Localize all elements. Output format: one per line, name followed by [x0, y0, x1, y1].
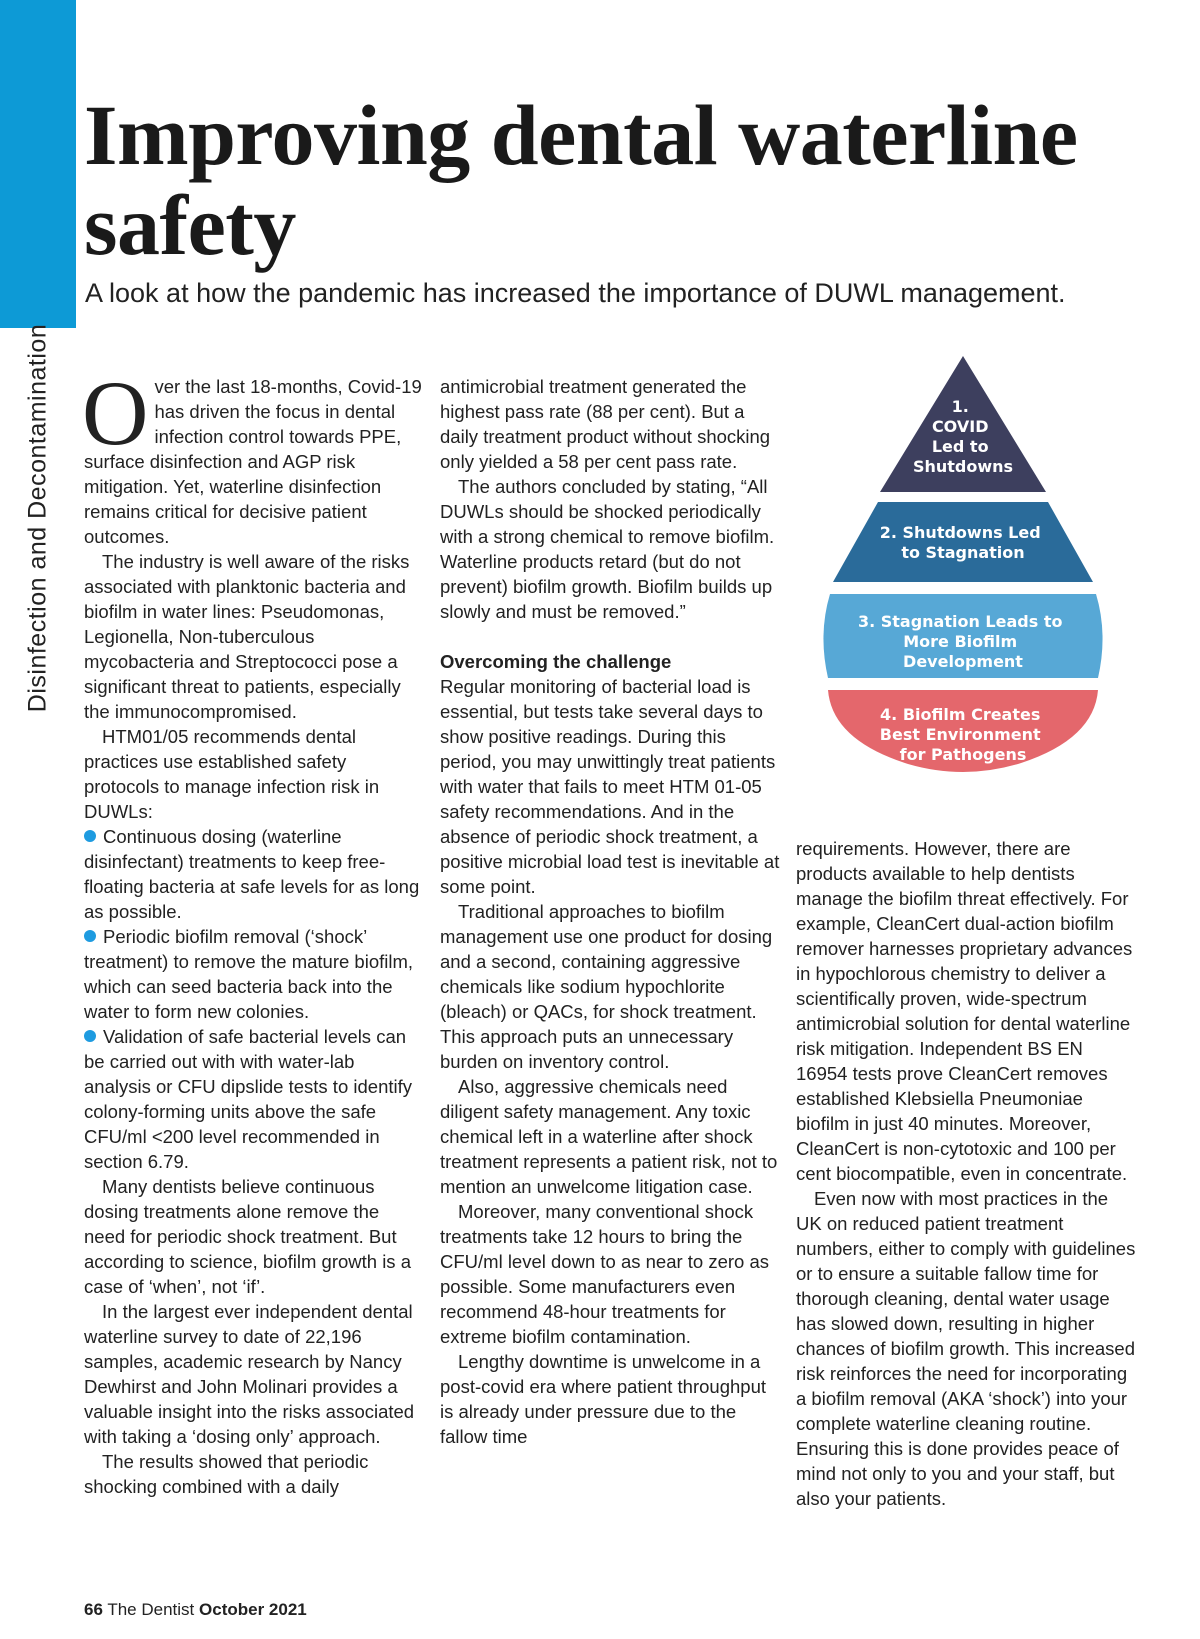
page-footer	[84, 1600, 307, 1620]
diagram-tier-1-line: Shutdowns	[912, 457, 1014, 476]
paragraph: The authors concluded by stating, “All DUWLs should be shocked periodically with a strong chemical to remove biofilm. Waterline products retard (but do not prevent) biofilm growth. Biofilm builds up slowly and must be removed.”	[440, 476, 775, 622]
standfirst: A look at how the pandemic has increased the importance of DUWL management.	[85, 278, 1066, 308]
diagram-tier-2-line: to Stagnation	[901, 543, 1025, 562]
diagram-tier-2-line: 2. Shutdowns Led	[879, 523, 1041, 542]
paragraph: Even now with most practices in the UK on reduced patient treatment numbers, either to comply with guidelines or to ensure a suitable fallow time for thorough cleaning, dental water usage has slowed down, resulting in higher chances of biofilm growth. This increased risk reinforces the need for incorporating a biofilm removal (AKA ‘shock’) into your complete waterline cleaning routine. Ensuring this is done provides peace of mind not only to you and your staff, but also your patients.	[796, 1188, 1136, 1509]
diagram-tier-1-line: 1.	[951, 397, 969, 416]
paragraph: Moreover, many conventional shock treatments take 12 hours to bring the CFU/ml level down to as near to zero as possible. Some manufacturers even recommend 48-hour treatments for extreme biofilm contamination.	[440, 1201, 770, 1347]
paragraph: requirements. However, there are products available to help dentists manage the biofilm threat effectively. For example, CleanCert dual-action biofilm remover harnesses proprietary advances in hypochlorous chemistry to deliver a scientifically proven, wide-spectrum antimicrobial solution for dental waterline risk mitigation. Independent BS EN 16954 tests prove CleanCert removes established Klebsiella Pneumoniae biofilm in just 40 minutes. Moreover, CleanCert is non-cytotoxic and 100 per cent biocompatible, even in concentrate.	[796, 838, 1133, 1184]
diagram-tier-4-line: 4. Biofilm Creates	[880, 705, 1041, 724]
publication-name: The Dentist	[107, 1600, 195, 1619]
paragraph: HTM01/05 recommends dental practices use established safety protocols to manage infection risk in DUWLs:	[84, 726, 380, 822]
bullet-icon	[84, 1030, 96, 1042]
paragraph: Lengthy downtime is unwelcome in a post-covid era where patient throughput is already under pressure due to the fallow time	[440, 1351, 767, 1447]
bullet-item: Validation of safe bacterial levels can be carried out with with water-lab analysis or CFU dipslide tests to identify colony-forming units above the safe CFU/ml <200 level recommended in section 6.79.	[84, 1026, 412, 1172]
bullet-item: Periodic biofilm removal (‘shock’ treatment) to remove the mature biofilm, which can seed bacteria back into the water to form new colonies.	[84, 926, 414, 1022]
article-column-3	[796, 836, 1136, 1511]
paragraph: The industry is well aware of the risks associated with planktonic bacteria and biofilm in water lines: Pseudomonas, Legionella, Non-tuberculous mycobacteria and Streptococci pose a significant threat to patients, especially the immunocompromised.	[84, 551, 410, 722]
section-label: Disinfection and Decontamination	[23, 323, 52, 713]
article-column-2	[440, 374, 780, 1449]
bullet-icon	[84, 930, 96, 942]
page-number: 66	[84, 1600, 103, 1619]
paragraph: Traditional approaches to biofilm management use one product for dosing and a second, containing aggressive chemicals like sodium hypochlorite (bleach) or QACs, for shock treatment. This approach puts an unnecessary burden on inventory control.	[440, 901, 773, 1072]
paragraph: The results showed that periodic shocking combined with a daily	[84, 1451, 369, 1497]
issue-date: October 2021	[199, 1600, 307, 1619]
paragraph: Regular monitoring of bacterial load is essential, but tests take several days to show positive readings. During this period, you may unwittingly treat patients with water that fails to meet HTM 01-05 safety recommendations. And in the absence of periodic shock treatment, a positive microbial load test is inevitable at some point.	[440, 676, 780, 897]
paragraph: Also, aggressive chemicals need diligent safety management. Any toxic chemical left in a waterline after shock treatment represents a patient risk, not to mention an unwelcome litigation case.	[440, 1076, 778, 1197]
diagram-tier-4-line: Best Environment	[879, 725, 1041, 744]
diagram-tier-3-line: More Biofilm	[903, 632, 1018, 651]
paragraph: Many dentists believe continuous dosing treatments alone remove the need for periodic shock treatment. But according to science, biofilm growth is a case of ‘when’, not ‘if’.	[84, 1176, 411, 1297]
bullet-item: Continuous dosing (waterline disinfectant) treatments to keep free-floating bacteria at safe levels for as long as possible.	[84, 826, 420, 922]
article-column-1	[82, 362, 424, 1499]
diagram-tier-1-line: COVID	[931, 417, 989, 436]
section-color-bar	[0, 0, 76, 328]
paragraph: antimicrobial treatment generated the highest pass rate (88 per cent). But a daily treatment product without shocking only yielded a 58 per cent pass rate.	[440, 376, 771, 472]
svg-text:2. Shutdowns Led to Stagna	[880, 523, 1047, 562]
waterline-risk-diagram	[818, 352, 1108, 782]
headline: Improving dental waterline safety	[84, 87, 1078, 273]
diagram-tier-1-line: Led to	[931, 437, 989, 456]
diagram-tier-3-line: 3. Stagnation Leads to	[857, 612, 1063, 631]
paragraph: ver the last 18-months, Covid-19 has driven the focus in dental infection control towards PPE, surface disinfection and AGP risk mitigation. Yet, waterline disinfection remains critical for decisive patient outcomes.	[84, 376, 422, 547]
paragraph: In the largest ever independent dental waterline survey to date of 22,196 samples, academic research by Nancy Dewhirst and John Molinari provides a valuable insight into the risks associated with taking a ‘dosing only’ approach.	[84, 1301, 415, 1447]
diagram-tier-2	[833, 502, 1093, 582]
subheading: Overcoming the challenge	[440, 651, 672, 672]
drop-cap: O	[82, 362, 149, 464]
diagram-tier-4-line: for Pathogens	[899, 745, 1027, 764]
diagram-tier-3-line: Development	[903, 652, 1023, 671]
bullet-icon	[84, 830, 96, 842]
svg-text:4. Biofilm Creates Best En	[880, 705, 1046, 764]
